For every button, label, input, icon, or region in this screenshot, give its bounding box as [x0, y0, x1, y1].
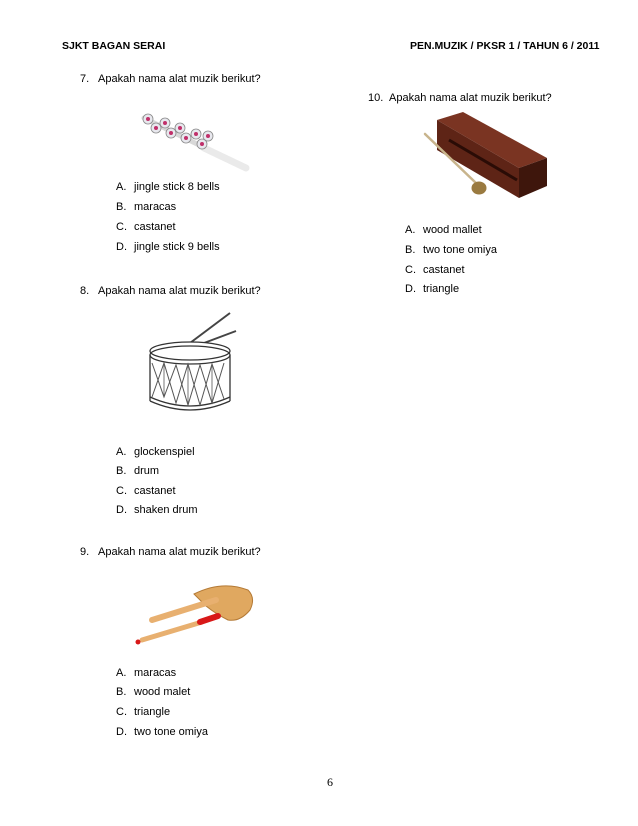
question-9-number: 9. — [80, 546, 90, 558]
question-10-number: 10. — [368, 92, 384, 104]
question-8-option-d[interactable]: D. shaken drum — [116, 504, 198, 516]
question-7-text: Apakah nama alat muzik berikut? — [98, 73, 261, 85]
question-10-option-c[interactable]: C. castanet — [405, 264, 465, 276]
question-7-option-d[interactable]: D. jingle stick 9 bells — [116, 241, 220, 253]
question-8-option-a[interactable]: A. glockenspiel — [116, 446, 195, 458]
question-10-text: Apakah nama alat muzik berikut? — [389, 92, 552, 104]
question-8-number: 8. — [80, 285, 90, 297]
question-9-text: Apakah nama alat muzik berikut? — [98, 546, 261, 558]
question-10-option-a[interactable]: A. wood mallet — [405, 224, 482, 236]
question-8-option-c[interactable]: C. castanet — [116, 485, 176, 497]
question-10-option-d[interactable]: D. triangle — [405, 283, 460, 295]
question-7-number: 7. — [80, 73, 90, 85]
header-exam-info: PEN.MUZIK / PKSR 1 / TAHUN 6 / 2011 — [410, 40, 600, 52]
drum-picture — [140, 305, 240, 417]
question-9-option-b[interactable]: B. wood malet — [116, 686, 191, 698]
question-9-option-c[interactable]: C. triangle — [116, 706, 171, 718]
question-7-option-c[interactable]: C. castanet — [116, 221, 176, 233]
question-7-option-b[interactable]: B. maracas — [116, 201, 177, 213]
page-number: 6 — [327, 775, 333, 789]
wood-block-picture — [423, 110, 548, 202]
two-tone-omiya-picture — [132, 576, 258, 648]
question-8-text: Apakah nama alat muzik berikut? — [98, 285, 261, 297]
question-8-option-b[interactable]: B. drum — [116, 465, 160, 477]
header-school-name: SJKT BAGAN SERAI — [62, 40, 166, 52]
question-9-option-a[interactable]: A. maracas — [116, 667, 177, 679]
question-7-option-a[interactable]: A. jingle stick 8 bells — [116, 181, 220, 193]
question-10-option-b[interactable]: B. two tone omiya — [405, 244, 497, 256]
question-9-option-d[interactable]: D. two tone omiya — [116, 726, 208, 738]
jingle-stick-picture — [138, 108, 253, 174]
